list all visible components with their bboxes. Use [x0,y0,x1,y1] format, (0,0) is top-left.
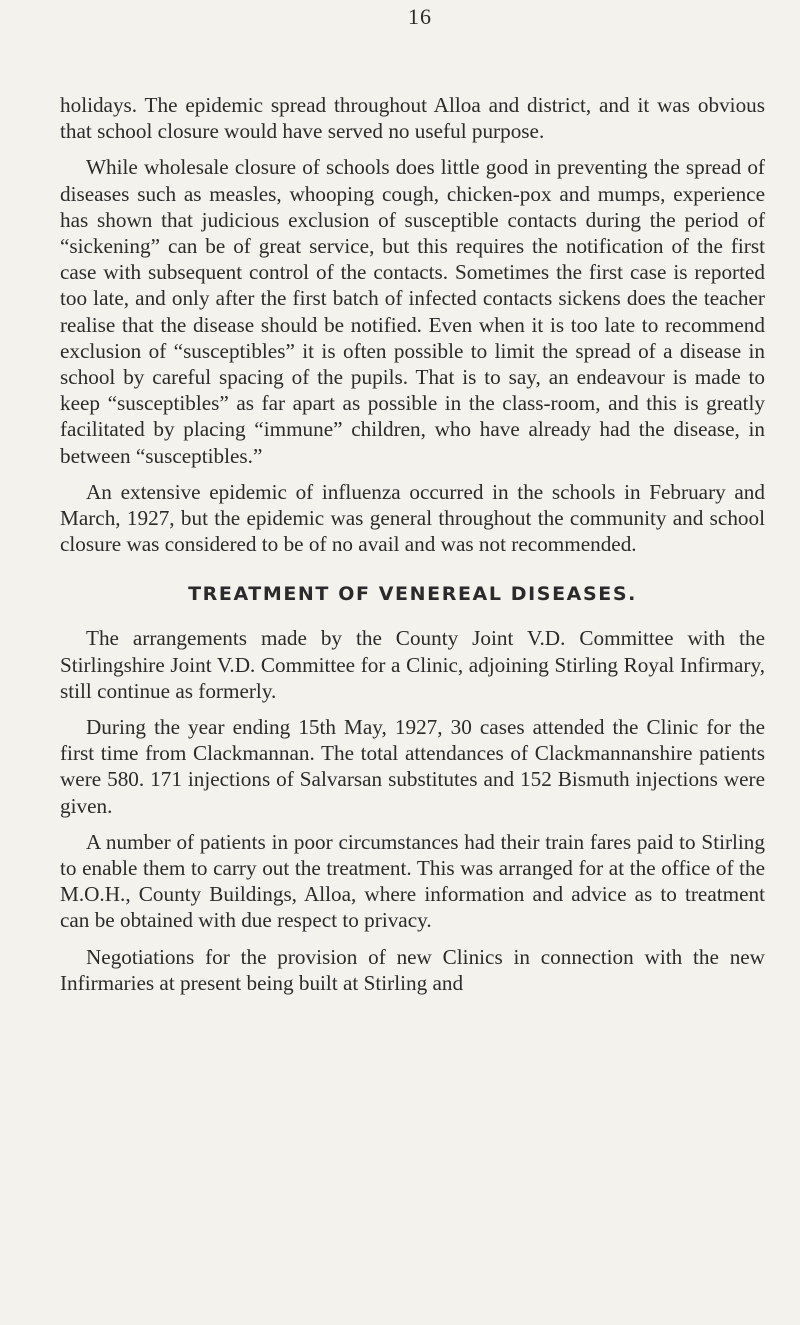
paragraph-train-fares: A number of patients in poor circumstances had their train fares paid to Stirling to enable them to carry out the treatment. This was arranged for at the office of the M.O.H., County Buildings, Alloa, where information and advice as to treatment can be obtained with due respect to privacy. [60,829,765,933]
paragraph-clinic-arrangements: The arrangements made by the County Joint V.D. Committee with the Stirlingshire Joint V.D. Committee for a Clinic, adjoining Stirling Royal Infirmary, still continue as formerly. [60,626,765,703]
page-number: 16 [408,4,432,29]
paragraph-new-clinics: Negotiations for the provision of new Clinics in connection with the new Infirmaries at present being built at Stirling and [60,944,765,995]
paragraph-exclusion-of-contacts: While wholesale closure of schools does little good in preventing the spread of diseases such as measles, whooping cough, chicken-pox and mumps, experience has shown that judicious exclusion of susceptible contacts during the period of “sickening” can be of great service, but this requires the notification of the first case with subsequent control of the contacts. Sometimes the first case is reported too late, and only after the first batch of infected contacts sickens does the teacher realise that the disease should be notified. Even when it is too late to recommend exclusion of “susceptibles” it is often possible to limit the spread of a disease in school by careful spacing of the pupils. That is to say, an endeavour is made to keep “susceptibles” as far apart as possible in the class-room, and this is greatly facilitated by placing “immune” children, who have already had the disease, in between “susceptibles.” [60,155,765,468]
section-heading-venereal-diseases: TREATMENT OF VENEREAL DISEASES. [188,583,637,606]
paragraph-clinic-attendances: During the year ending 15th May, 1927, 30 cases attended the Clinic for the first time from Clackmannan. The total attendances of Clackmannanshire patients were 580. 171 injections of Salvarsan substitutes and 152 Bismuth injections were given. [60,715,765,818]
page-body [60,92,765,1006]
paragraph-influenza-epidemic: An extensive epidemic of influenza occurred in the schools in February and March, 1927, but the epidemic was general throughout the community and school closure was considered to be of no avail and was not recommended. [60,479,765,557]
paragraph-holidays: holidays. The epidemic spread throughout Alloa and district, and it was obvious that school closure would have served no useful purpose. [60,93,765,144]
